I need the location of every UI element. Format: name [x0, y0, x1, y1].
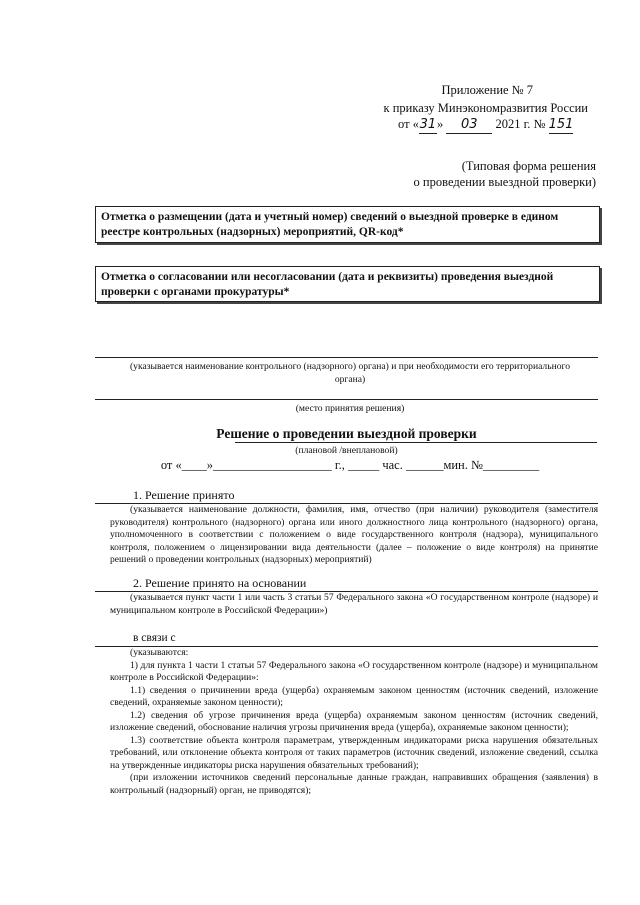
place-caption: (место принятия решения): [295, 403, 405, 414]
handwritten-month: 03: [446, 117, 492, 134]
date-mid: »: [436, 117, 444, 131]
title-underline: [235, 442, 597, 443]
year-label: 2021 г. №: [495, 117, 546, 131]
reason-line-5: (при изложении источников сведений персональные данные граждан, направивших обращения (заявления) в контрольный (надзорный) орган, не приводятся);: [110, 772, 598, 796]
handwritten-day: 31: [419, 117, 437, 132]
handwritten-number: 151: [548, 117, 574, 132]
reason-heading: в связи с: [133, 632, 176, 644]
check-type-caption: (плановой /внеплановой): [295, 445, 398, 456]
authority-caption: (указывается наименование контрольного (надзорного) органа) и при необходимости его территориального органа): [129, 361, 571, 385]
prosecutor-mark-box: Отметка о согласовании или несогласовании (дата и реквизиты) проведения выездной проверки с органами прокуратуры*: [95, 266, 600, 302]
order-date-line: [398, 116, 598, 134]
reason-line-3: 1.2) сведения об угрозе причинения вреда (ущерба) охраняемым законом ценностям (источник сведений, изложение сведений, обоснование наличия угрозы причинения вреда (ущерба), охраняемые законом ценности);: [110, 709, 598, 733]
order-reference: к приказу Минэкономразвития России: [383, 101, 588, 115]
section-2-heading: 2. Решение принято на основании: [133, 576, 307, 590]
template-caption-2: о проведении выездной проверки): [413, 175, 596, 189]
section-2-note: (указывается пункт части 1 или часть 3 статьи 57 Федерального закона «О государственном контроле (надзоре) и муниципальном контроле в Российской Федерации»): [110, 592, 598, 616]
registry-mark-box: Отметка о размещении (дата и учетный номер) сведений о выездной проверке в едином реестре контрольных (надзорных) мероприятий, QR-код*: [95, 206, 600, 243]
template-caption-1: (Типовая форма решения: [461, 159, 596, 173]
reason-line-0: (указываются:: [130, 647, 189, 658]
document-title: Решение о проведении выездной проверки: [216, 426, 477, 441]
reason-line-2: 1.1) сведения о причинении вреда (ущерба) охраняемым законом ценностям (источник сведений, изложение сведений, охраняемые законом ценности);: [110, 684, 598, 708]
authority-line: [95, 357, 598, 358]
appendix-label: Приложение № 7: [441, 83, 533, 97]
reason-body: [110, 647, 598, 797]
place-line: [95, 399, 598, 400]
section-1-heading: 1. Решение принято: [133, 488, 235, 502]
section-1-note: (указывается наименование должности, фамилия, имя, отчество (при наличии) руководителя (заместителя руководителя) контрольного (надзорного) органа или иного должностного лица контрольного (надзорного) органа, уполномоченного в соответствии с положением о виде государственного контроля (надзора), муниципального контроля, положением о лицензировании вида деятельности (далее – положение о виде контроля) на принятие решений о проведении контрольных (надзорных) мероприятий): [110, 504, 598, 565]
reason-line-1: 1) для пункта 1 части 1 статьи 57 Федерального закона «О государственном контроле (надзоре) и муниципальном контроле в Российской Федерации»:: [110, 659, 598, 683]
reason-line-4: 1.3) соответствие объекта контроля параметрам, утвержденным индикаторами риска нарушения обязательных требований, или отклонение объекта контроля от таких параметров (источник сведений, изложение сведений, ссылка на утвержденные индикаторы риска нарушения обязательных требований);: [110, 734, 598, 771]
date-prefix: от «: [398, 117, 419, 131]
decision-date-line: от «____»___________________ г., _____ час. ______мин. №_________: [160, 458, 540, 472]
